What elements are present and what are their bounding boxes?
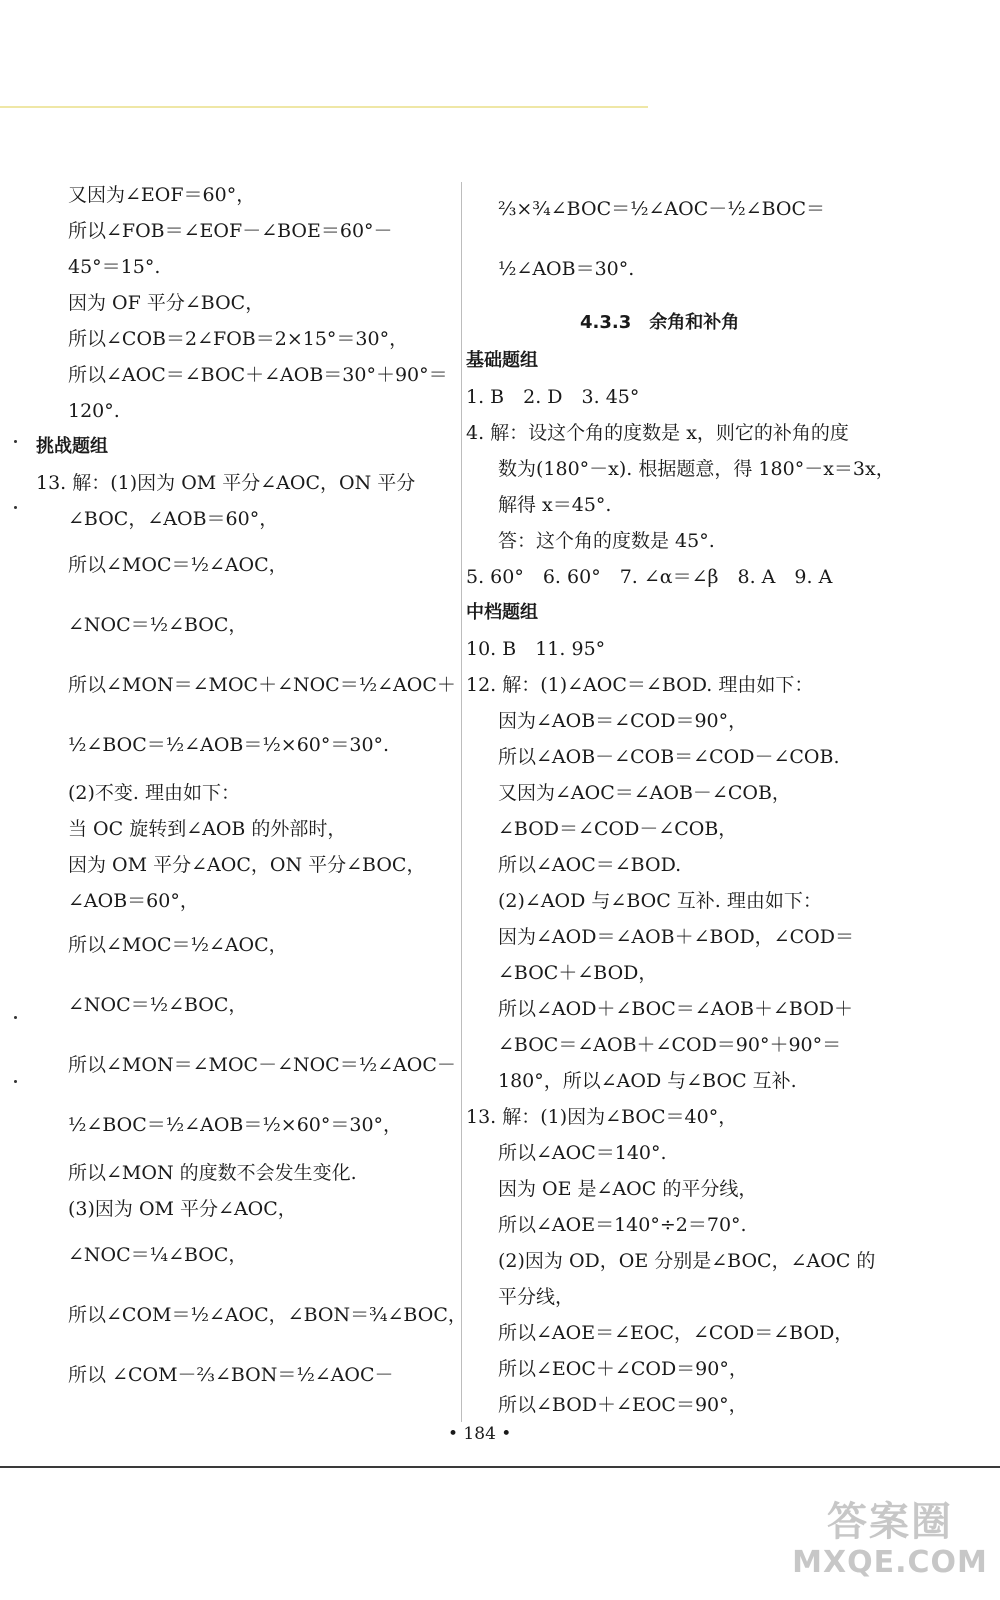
text-line: 13. 解：(1)因为∠BOC＝40°， [466, 1106, 738, 1128]
text-line: 所以∠AOC＝∠BOD. [498, 854, 682, 876]
text-line: 所以 ∠COM－⅔∠BON＝½∠AOC－ [68, 1364, 394, 1386]
text-line: ∠NOC＝½∠BOC， [68, 614, 248, 636]
text-line: ⅔×¾∠BOC＝½∠AOC－½∠BOC＝ [498, 198, 826, 220]
text-line: 120°. [68, 400, 120, 422]
text-line: 所以∠AOD＋∠BOC＝∠AOB＋∠BOD＋ [498, 998, 854, 1020]
text-line: 当 OC 旋转到∠AOB 的外部时， [68, 818, 347, 840]
page-number: • 184 • [448, 1424, 512, 1444]
text-line: 又因为∠AOC＝∠AOB－∠COB， [498, 782, 791, 804]
section-heading: 4.3.3 余角和补角 [580, 312, 740, 333]
margin-dot [14, 1016, 17, 1019]
text-line: ½∠BOC＝½∠AOB＝½×60°＝30°. [68, 734, 390, 756]
watermark-logo [790, 1498, 990, 1593]
text-line: ∠NOC＝½∠BOC， [68, 994, 248, 1016]
text-line: (2)∠AOD 与∠BOC 互补. 理由如下： [498, 890, 822, 912]
text-line: 180°，所以∠AOD 与∠BOC 互补. [498, 1070, 797, 1092]
text-line: (2)因为 OD，OE 分别是∠BOC，∠AOC 的 [498, 1250, 876, 1272]
text-line: 所以∠COB＝2∠FOB＝2×15°＝30°， [68, 328, 409, 350]
section-heading: 中档题组 [466, 602, 538, 623]
text-line: 5. 60° 6. 60° 7. ∠α＝∠β 8. A 9. A [466, 566, 833, 588]
text-line: 所以∠MON 的度数不会发生变化. [68, 1162, 357, 1184]
text-line: (2)不变. 理由如下： [68, 782, 240, 804]
text-line: ∠BOC，∠AOB＝60°， [68, 508, 279, 530]
text-line: 所以∠MON＝∠MOC＋∠NOC＝½∠AOC＋ [68, 674, 456, 696]
text-line: (3)因为 OM 平分∠AOC， [68, 1198, 297, 1220]
top-rule [0, 106, 648, 108]
text-line: 所以∠FOB＝∠EOF－∠BOE＝60°－ [68, 220, 393, 242]
margin-dot [14, 1080, 17, 1083]
text-line: 4. 解：设这个角的度数是 x，则它的补角的度 [466, 422, 849, 444]
text-line: 因为∠AOD＝∠AOB＋∠BOD，∠COD＝ [498, 926, 854, 948]
text-line: 所以∠AOC＝∠BOC＋∠AOB＝30°＋90°＝ [68, 364, 448, 386]
text-line: 因为 OE 是∠AOC 的平分线， [498, 1178, 758, 1200]
text-line: ½∠BOC＝½∠AOB＝½×60°＝30°， [68, 1114, 403, 1136]
text-line: 45°＝15°. [68, 256, 161, 278]
text-line: 12. 解：(1)∠AOC＝∠BOD. 理由如下： [466, 674, 814, 696]
text-line: ∠NOC＝¼∠BOC， [68, 1244, 248, 1266]
watermark-top: 答案圈 [827, 1499, 953, 1545]
text-line: 所以∠MON＝∠MOC－∠NOC＝½∠AOC－ [68, 1054, 456, 1076]
text-line: ½∠AOB＝30°. [498, 258, 635, 280]
text-line: 又因为∠EOF＝60°， [68, 184, 256, 206]
text-line: 平分线， [498, 1286, 575, 1308]
text-line: 答：这个角的度数是 45°. [498, 530, 715, 552]
text-line: 因为 OM 平分∠AOC，ON 平分∠BOC， [68, 854, 426, 876]
text-line: 1. B 2. D 3. 45° [466, 386, 640, 408]
text-line: 所以∠AOE＝∠EOC，∠COD＝∠BOD， [498, 1322, 854, 1344]
text-line: 10. B 11. 95° [466, 638, 606, 660]
section-heading: 基础题组 [466, 350, 538, 371]
text-line: 数为(180°－x). 根据题意，得 180°－x＝3x， [498, 458, 895, 480]
watermark-bottom: MXQE.COM [792, 1545, 988, 1580]
section-heading: 挑战题组 [36, 436, 108, 457]
text-line: 所以∠MOC＝½∠AOC， [68, 554, 288, 576]
text-line: 因为∠AOB＝∠COD＝90°， [498, 710, 748, 732]
text-line: 13. 解：(1)因为 OM 平分∠AOC，ON 平分 [36, 472, 416, 494]
text-line: ∠BOC＋∠BOD， [498, 962, 658, 984]
text-line: 所以∠COM＝½∠AOC，∠BON＝¾∠BOC， [68, 1304, 467, 1326]
column-divider [461, 182, 462, 1422]
text-line: 所以∠BOD＋∠EOC＝90°， [498, 1394, 748, 1416]
bottom-rule [0, 1466, 1000, 1468]
text-line: 所以∠EOC＋∠COD＝90°， [498, 1358, 748, 1380]
text-line: 解得 x＝45°. [498, 494, 612, 516]
text-line: ∠BOC＝∠AOB＋∠COD＝90°＋90°＝ [498, 1034, 842, 1056]
text-line: 因为 OF 平分∠BOC， [68, 292, 265, 314]
text-line: 所以∠MOC＝½∠AOC， [68, 934, 288, 956]
margin-dot [14, 440, 17, 443]
text-line: 所以∠AOC＝140°. [498, 1142, 667, 1164]
text-line: ∠AOB＝60°， [68, 890, 199, 912]
margin-dot [14, 506, 17, 509]
text-line: 所以∠AOB－∠COB＝∠COD－∠COB. [498, 746, 840, 768]
text-line: ∠BOD＝∠COD－∠COB， [498, 818, 738, 840]
text-line: 所以∠AOE＝140°÷2＝70°. [498, 1214, 747, 1236]
